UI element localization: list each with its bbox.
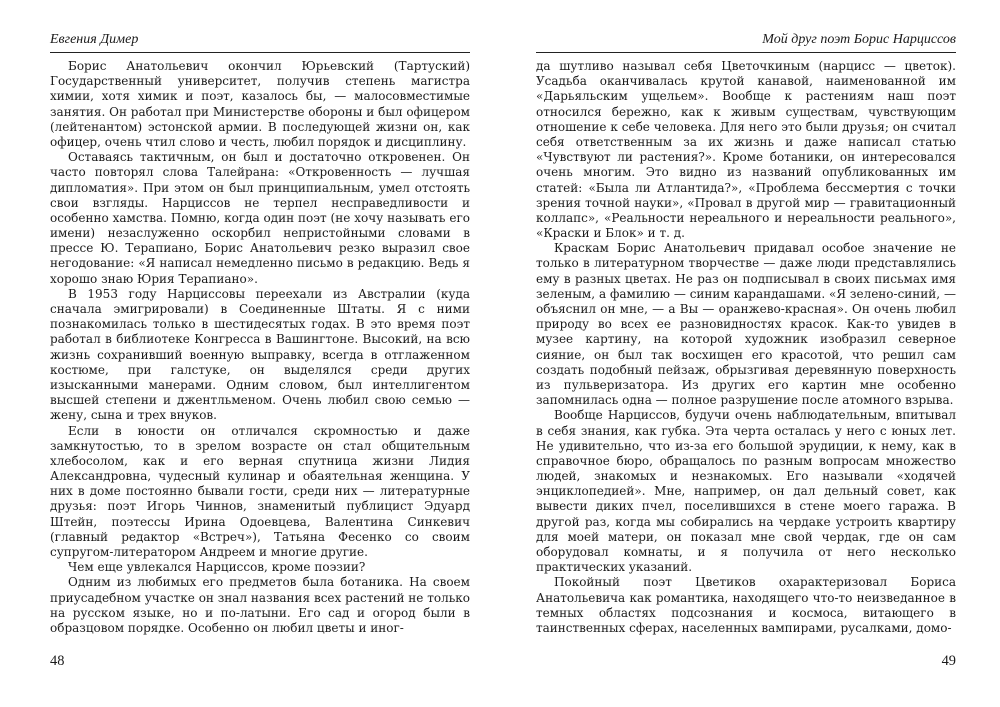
running-header-author: Евгения Димер (50, 32, 470, 53)
paragraph: Краскам Борис Анатольевич придавал особое значение не только в литературном творчестве — даже люди представлялись ему в разных цветах. Не раз он подписывал в своих письмах имя зеленым, а фамилию — синим карандашами. «Я зелено-синий, — объяснил он мне, — а Вы — оранжево-красная». Он очень любил природу во всех ее разновидностях красок. Как-то увидев в музее картину, на которой художник изобразил северное сияние, он был так восхищен его красотой, что решил сам создать подобный пейзаж, обрызгивая деревянную поверхность из пульверизатора. Из других его картин мне особенно запомнилась одна — полное разрушение после атомного взрыва. (536, 241, 956, 408)
paragraph: Вообще Нарциссов, будучи очень наблюдательным, впитывал в себя знания, как губка. Эта черта осталась у него с юных лет. Не удивительно, что из-за его большой эрудиции, к нему, как в справочное бюро, обращалось по разным вопросам множество людей, знакомых и незнакомых. Его называли «ходячей энциклопедией». Мне, например, он дал дельный совет, как вывести диких пчел, поселившихся в стене моего гаража. В другой раз, когда мы собирались на чердаке устроить квартиру для моей матери, он показал мне свой чердак, где он сам оборудовал комнаты, и я получила от него несколько практических указаний. (536, 408, 956, 575)
running-header-title: Мой друг поэт Борис Нарциссов (536, 32, 956, 53)
paragraph-continued: да шутливо называл себя Цветочкиным (нарцисс — цветок). Усадьба оканчивалась крутой канавой, наименованной им «Дарьяльским ущельем». Вообще к растениям наш поэт относился бережно, как к живым существам, чувствующим отношение к себе человека. Для него это были друзья; он считал себя ответственным за их жизнь и даже написал статью «Чувствуют ли растения?». Кроме ботаники, он интересовался очень многим. Это видно из названий опубликованных им статей: «Была ли Атлантида?», «Проблема бессмертия с точки зрения точной науки», «Провал в другой мир — гравитационный коллапс», «Реальности нереального и нереальности реального», «Краски и Блок» и т. д. (536, 59, 956, 241)
page-number: 49 (941, 653, 956, 669)
paragraph: Борис Анатольевич окончил Юрьевский (Тартуский) Государственный университет, получив степень магистра химии, хотя химик и поэт, казалось бы, — малосовместимые занятия. Он работал при Министерстве обороны и был офицером (лейтенантом) эстонской армии. В последующей жизни он, как офицер, очень чтил слово и честь, любил порядок и дисциплину. (50, 59, 470, 149)
paragraph: Оставаясь тактичным, он был и достаточно откровенен. Он часто повторял слова Талейрана: «Откровенность — лучшая дипломатия». При этом он был принципиальным, умел отстоять свои взгляды. Нарциссов не терпел несправедливости и особенно хамства. Помню, когда один поэт (не хочу называть его имени) незаслуженно оскорбил непристойными словами в прессе Ю. Терапиано, Борис Анатольевич резко выразил свое негодование: «Я написал немедленно письмо в редакцию. Ведь я хорошо знаю Юрия Терапиано». (50, 150, 470, 286)
paragraph: Если в юности он отличался скромностью и даже замкнутостью, то в зрелом возрасте он стал общительным хлебосолом, как и его верная спутница жизни Лидия Александровна, чудесный кулинар и обаятельная женщина. У них в доме постоянно бывали гости, среди них — литературные друзья: поэт Игорь Чиннов, знаменитый публицист Эдуард Штейн, поэтессы Ирина Одоевцева, Валентина Синкевич (главный редактор «Встреч»), Татьяна Фесенко со своим супругом-литератором Андреем и многие другие. (50, 423, 470, 559)
paragraph: В 1953 году Нарциссовы переехали из Австралии (куда сначала эмигрировали) в Соединенные Штаты. Я с ними познакомилась только в шестидесятых годах. В это время поэт работал в библиотеке Конгресса в Вашингтоне. Высокий, на всю жизнь сохранивший военную выправку, всегда в отглаженном костюме, при галстуке, он выделялся среди других изысканными манерами. Одним словом, был интеллигентом высшей степени и джентльменом. Очень любил свою семью — жену, сына и трех внуков. (50, 286, 470, 423)
page-number: 48 (50, 653, 65, 669)
paragraph: Покойный поэт Цветиков охарактеризовал Бориса Анатольевича как романтика, находящего что-то неизведанное в темных областях подсознания и космоса, витающего в таинственных сферах, населенных вампирами, русалками, домо- (536, 575, 956, 635)
paragraph: Чем еще увлекался Нарциссов, кроме поэзии? (68, 560, 366, 575)
left-page (50, 0, 470, 707)
right-page-body (536, 59, 956, 636)
left-page-body (50, 59, 470, 636)
right-page (536, 0, 956, 707)
paragraph: Одним из любимых его предметов была ботаника. На своем приусадебном участке он знал названия всех растений не только на русском языке, но и по-латыни. Его сад и огород были в образцовом порядке. Особенно он любил цветы и иног- (50, 575, 470, 635)
